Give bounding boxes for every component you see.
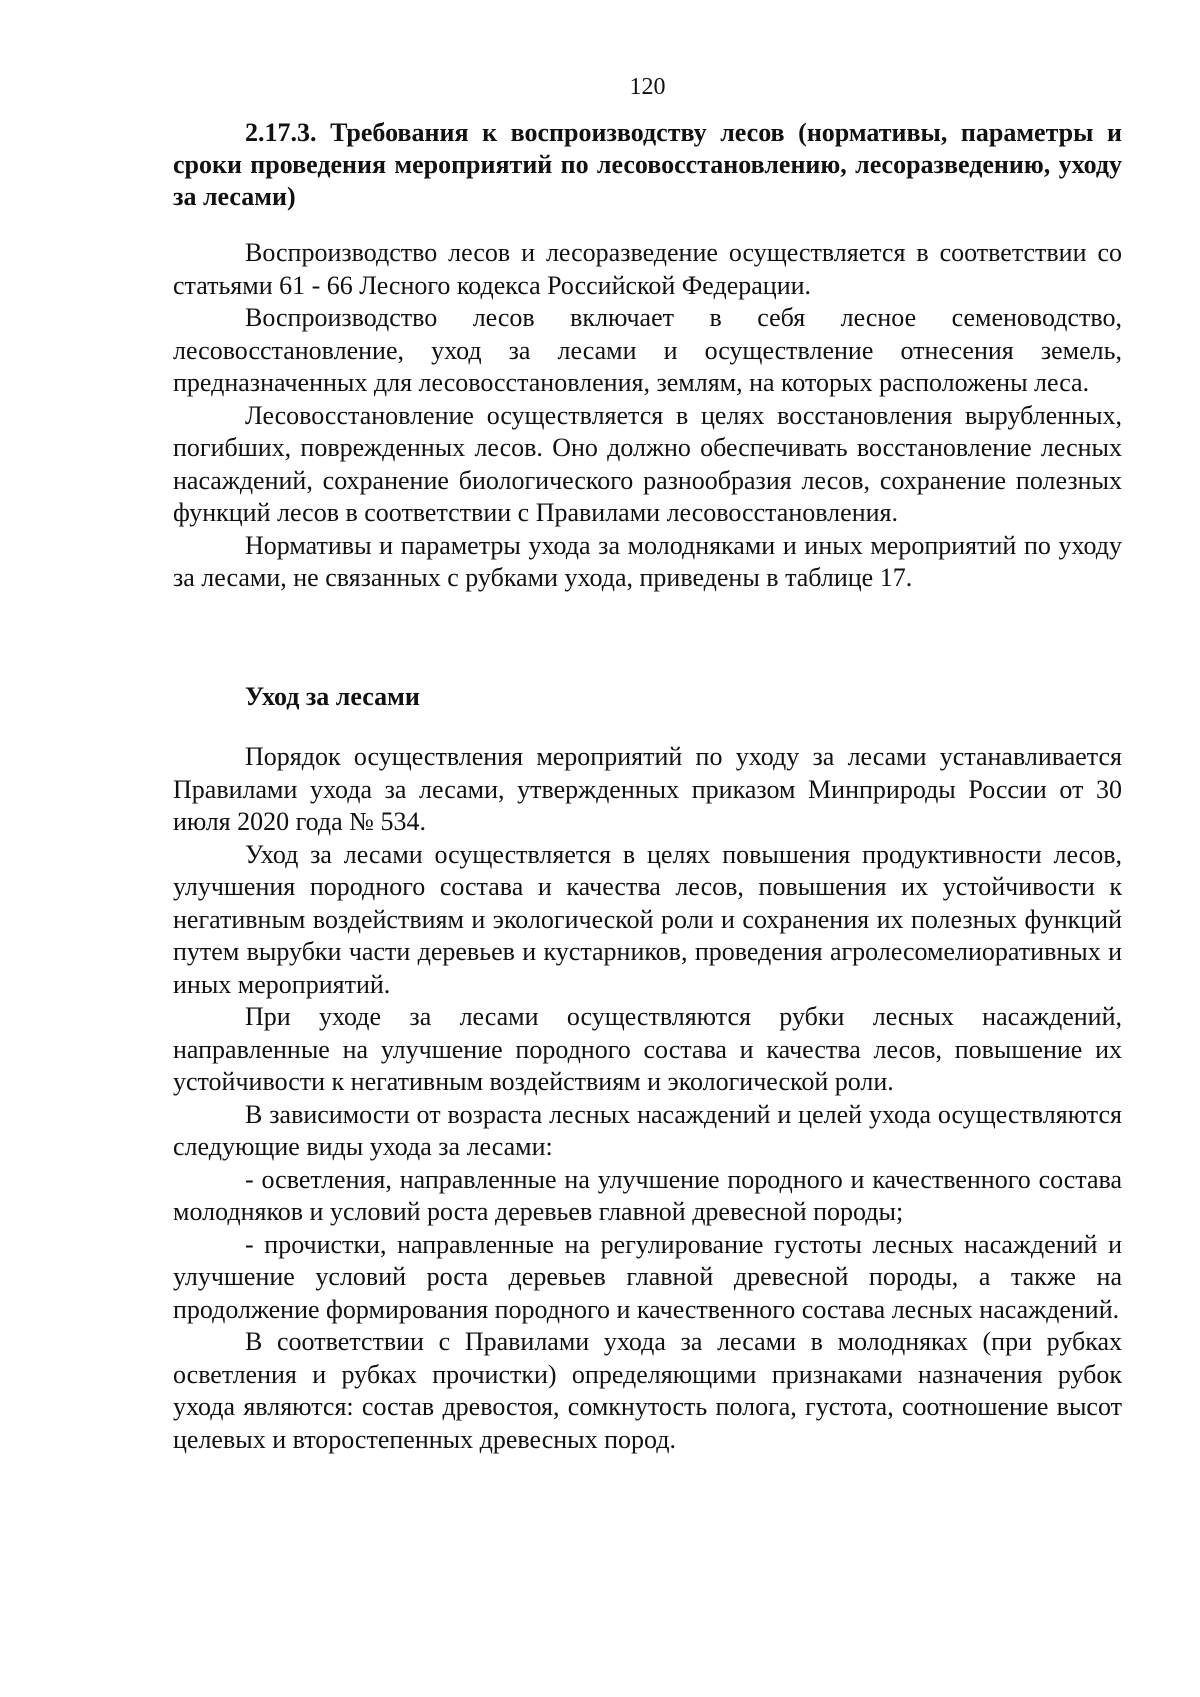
subsection-title: Уход за лесами — [245, 682, 420, 711]
list-item: - осветления, направленные на улучшение породного и качественного состава молодняков и условий роста деревьев главной древесной породы; — [173, 1164, 1122, 1226]
paragraph: Лесовосстановление осуществляется в целях восстановления вырубленных, погибших, поврежденных лесов. Оно должно обеспечивать восстановление лесных насаждений, сохранение биологического разнообразия лесов, сохранение полезных функций лесов в соответствии с Правилами лесовосстановления. — [173, 400, 1122, 527]
paragraph: Уход за лесами осуществляется в целях повышения продуктивности лесов, улучшения породного состава и качества лесов, повышения их устойчивости к негативным воздействиям и экологической роли и сохранения их полезных функций путем вырубки части деревьев и кустарников, проведения агролесомелиоративных и иных мероприятий. — [173, 839, 1122, 999]
section-body — [173, 237, 1122, 595]
paragraph: Воспроизводство лесов включает в себя лесное семеноводство, лесовосстановление, уход за лесами и осуществление отнесения земель, предназначенных для лесовосстановления, землям, на которых расположены леса. — [173, 303, 1122, 397]
paragraph: В соответствии с Правилами ухода за лесами в молодняках (при рубках осветления и рубках прочистки) определяющими признаками назначения рубок ухода являются: состав древостоя, сомкнутость полога, густота, соотношение высот целевых и второстепенных древесных пород. — [173, 1327, 1122, 1454]
paragraph: Нормативы и параметры ухода за молодняками и иных мероприятий по уходу за лесами, не связанных с рубками ухода, приведены в таблице 17. — [173, 530, 1122, 592]
page-number: 120 — [629, 74, 666, 100]
paragraph: При уходе за лесами осуществляются рубки лесных насаждений, направленные на улучшение породного состава и качества лесов, повышение их устойчивости к негативным воздействиям и экологической роли. — [173, 1002, 1122, 1096]
paragraph: Порядок осуществления мероприятий по уходу за лесами устанавливается Правилами ухода за лесами, утвержденных приказом Минприроды России от 30 июля 2020 года № 534. — [173, 742, 1122, 836]
subsection-body — [173, 741, 1122, 1456]
list-item: - прочистки, направленные на регулирование густоты лесных насаждений и улучшение условий роста деревьев главной древесной породы, а также на продолжение формирования породного и качественного состава лесных насаждений. — [173, 1229, 1122, 1324]
paragraph: В зависимости от возраста лесных насаждений и целей ухода осуществляются следующие виды ухода за лесами: — [173, 1099, 1122, 1161]
paragraph: Воспроизводство лесов и лесоразведение осуществляется в соответствии со статьями 61 - 66 Лесного кодекса Российской Федерации. — [173, 238, 1122, 300]
section-title: 2.17.3. Требования к воспроизводству лесов (нормативы, параметры и сроки проведения мероприятий по лесовосстановлению, лесоразведению, уходу за лесами) — [173, 118, 1122, 211]
